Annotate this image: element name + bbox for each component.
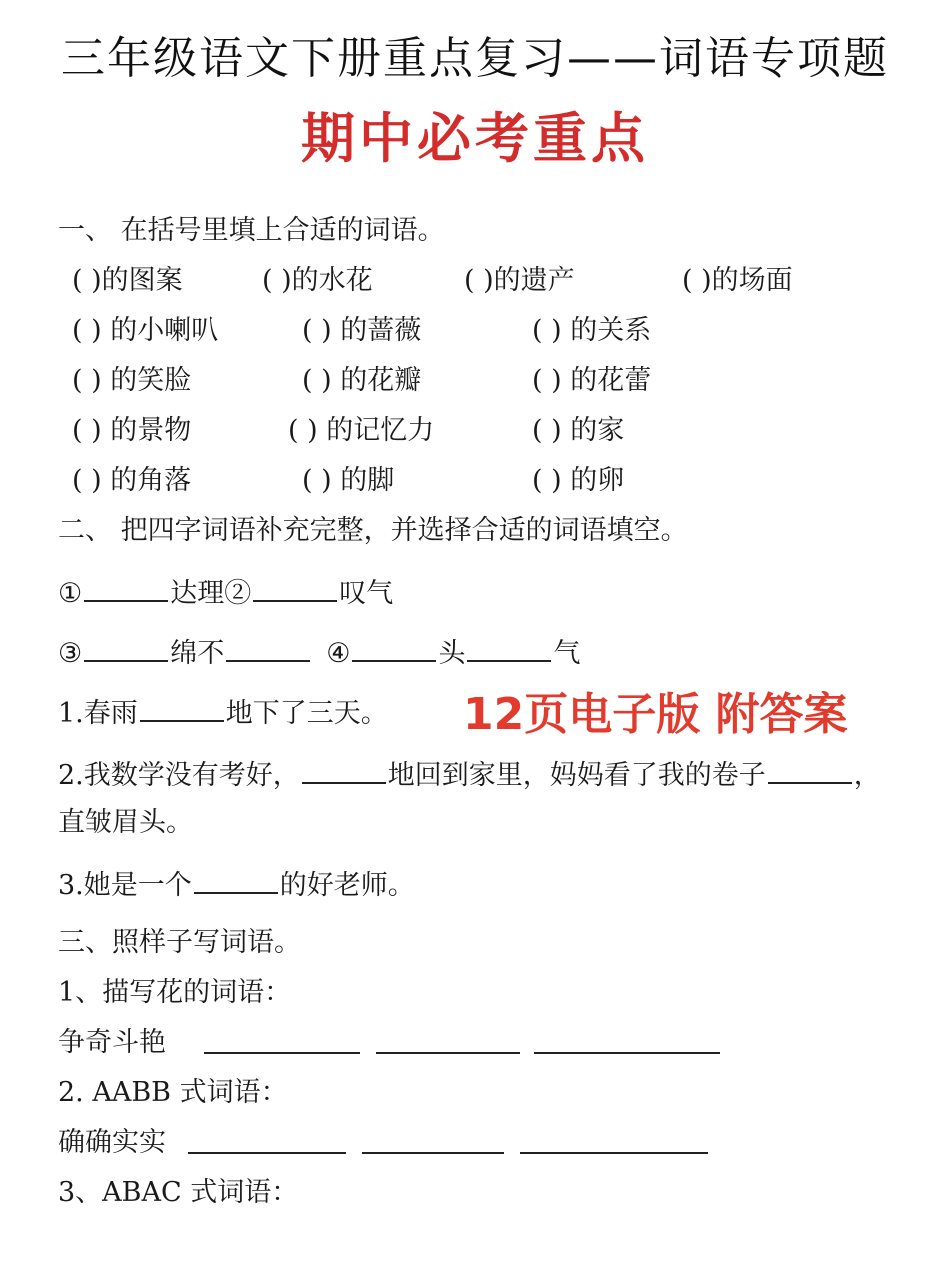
idiom-number: ② bbox=[224, 578, 252, 609]
sentence-text: 3.她是一个 bbox=[58, 870, 192, 901]
fill-item: ( ) 的关系 bbox=[532, 315, 652, 346]
sentence-2-cont: 直皱眉头。 bbox=[58, 807, 193, 838]
idiom-text: 叹气 bbox=[339, 578, 394, 609]
fill-item: ( ) 的景物 bbox=[72, 415, 192, 446]
fill-item: ( ) 的脚 bbox=[302, 465, 395, 496]
blank bbox=[302, 756, 386, 784]
sentence-1 bbox=[58, 694, 388, 731]
blank bbox=[352, 634, 436, 662]
fill-item: ( ) 的蔷薇 bbox=[302, 315, 422, 346]
question-2: 2. AABB 式词语： bbox=[58, 1077, 288, 1108]
answer-line bbox=[188, 1152, 346, 1154]
blank bbox=[226, 634, 310, 662]
fill-item: ( ) 的笑脸 bbox=[72, 365, 192, 396]
idiom-text: 气 bbox=[553, 638, 581, 669]
blank bbox=[467, 634, 551, 662]
blank bbox=[194, 866, 278, 894]
blank bbox=[253, 574, 337, 602]
fill-item: ( ) 的花蕾 bbox=[532, 365, 652, 396]
blank bbox=[768, 756, 852, 784]
question-3: 3、ABAC 式词语： bbox=[58, 1177, 299, 1208]
sentence-text: 1.春雨 bbox=[58, 698, 138, 729]
fill-item: ( ) 的角落 bbox=[72, 465, 192, 496]
sentence-text: 地回到家里，妈妈看了我的卷子 bbox=[387, 760, 766, 791]
idiom-number: ④ bbox=[326, 638, 351, 669]
fill-item: ( ) 的家 bbox=[532, 415, 625, 446]
sentence-3 bbox=[58, 866, 415, 903]
idiom-number: ① bbox=[58, 578, 83, 609]
answer-line bbox=[362, 1152, 504, 1154]
section2-heading: 二、 把四字词语补充完整，并选择合适的词语填空。 bbox=[58, 515, 688, 546]
fill-item: ( ) 的花瓣 bbox=[302, 365, 422, 396]
answer-line bbox=[204, 1052, 360, 1054]
fill-item: ( )的遗产 bbox=[464, 265, 575, 296]
sentence-2 bbox=[58, 756, 881, 793]
idiom-text: 绵不 bbox=[170, 638, 225, 669]
example-word-2: 确确实实 bbox=[58, 1127, 166, 1158]
idiom-row-2 bbox=[58, 634, 580, 671]
answer-line bbox=[376, 1052, 520, 1054]
section1-heading: 一、 在括号里填上合适的词语。 bbox=[58, 215, 445, 246]
promo-banner: 12页电子版 附答案 bbox=[463, 689, 848, 740]
fill-item: ( ) 的卵 bbox=[532, 465, 625, 496]
fill-item: ( )的水花 bbox=[262, 265, 373, 296]
answer-line bbox=[520, 1152, 708, 1154]
blank bbox=[84, 634, 168, 662]
section3-heading: 三、照样子写词语。 bbox=[58, 927, 301, 958]
sentence-text: ， bbox=[853, 760, 881, 791]
fill-item: ( ) 的小喇叭 bbox=[72, 315, 219, 346]
blank bbox=[140, 694, 224, 722]
example-word-1: 争奇斗艳 bbox=[58, 1027, 166, 1058]
sentence-text: 的好老师。 bbox=[279, 870, 415, 901]
sentence-text: 2.我数学没有考好， bbox=[58, 760, 300, 791]
idiom-number: ③ bbox=[58, 638, 83, 669]
fill-item: ( )的场面 bbox=[682, 265, 793, 296]
sentence-text: 地下了三天。 bbox=[225, 698, 388, 729]
question-1: 1、描写花的词语： bbox=[58, 977, 292, 1008]
idiom-text: 头 bbox=[438, 638, 466, 669]
answer-line bbox=[534, 1052, 720, 1054]
fill-item: ( )的图案 bbox=[72, 265, 183, 296]
page-subtitle: 期中必考重点 bbox=[301, 107, 649, 170]
page-title: 三年级语文下册重点复习——词语专项题 bbox=[61, 33, 889, 84]
idiom-row-1 bbox=[58, 574, 393, 611]
blank bbox=[84, 574, 168, 602]
idiom-text: 达理 bbox=[170, 578, 225, 609]
fill-item: ( ) 的记忆力 bbox=[288, 415, 435, 446]
